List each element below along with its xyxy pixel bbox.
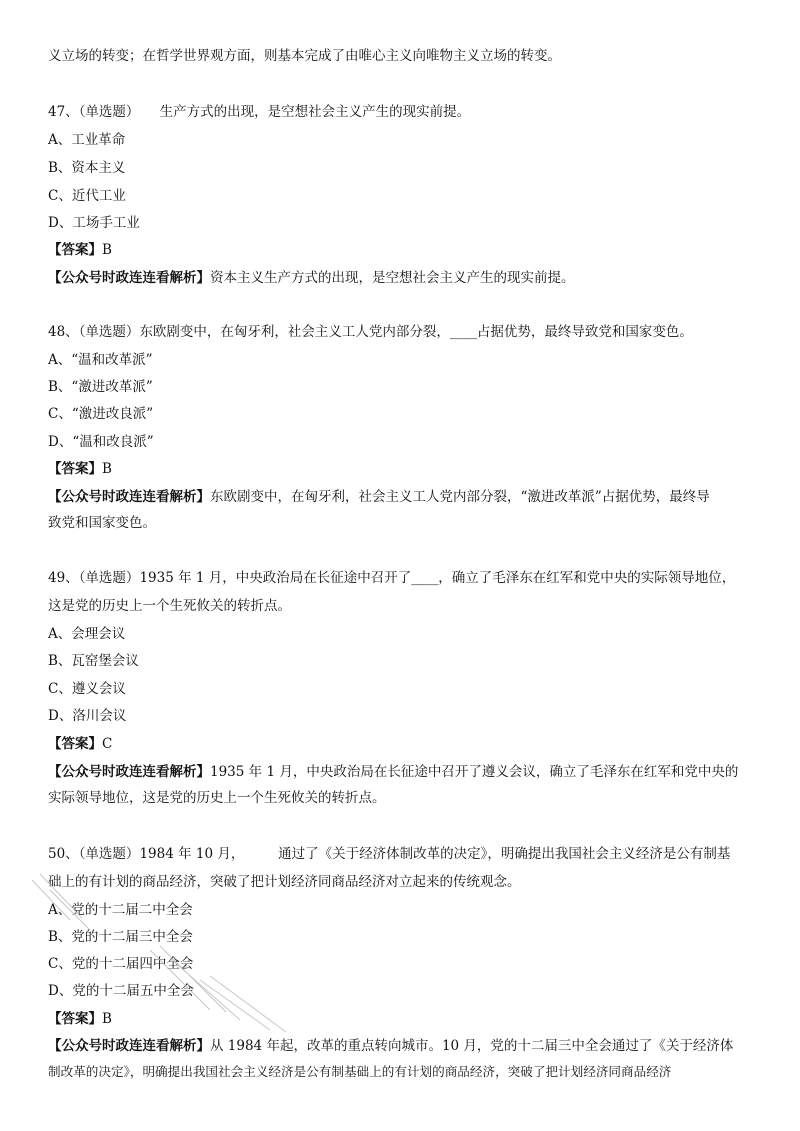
option-a: A、党的十二届二中全会 [48, 902, 193, 918]
answer-label: 【答案】 [48, 242, 102, 258]
answer-value: B [102, 461, 112, 477]
option-b: B、瓦窑堡会议 [48, 653, 139, 669]
option-b: B、党的十二届三中全会 [48, 929, 193, 945]
option-d: D、党的十二届五中全会 [48, 983, 194, 999]
question-stem: 1984 年 10 月， 通过了《关于经济体制改革的决定》，明确提出我国社会主义经济是公有制基 [139, 846, 731, 862]
question-48-stem [48, 322, 693, 342]
question-number: 48、 [48, 324, 79, 340]
option-c: C、“激进改良派” [48, 406, 154, 422]
question-50-stem [48, 844, 730, 864]
question-type: （单选题） [78, 324, 140, 340]
option-a: A、会理会议 [48, 626, 126, 642]
question-stem: 生产方式的出现，是空想社会主义产生的现实前提。 [132, 104, 471, 120]
question-49-stem [48, 568, 735, 588]
analysis-label: 【公众号时政连连看解析】 [48, 489, 210, 505]
option-c: C、遵义会议 [48, 681, 126, 697]
analysis-label: 【公众号时政连连看解析】 [48, 270, 210, 286]
question-number: 47、 [48, 104, 79, 120]
analysis-text: 从 1984 年起，改革的重点转向城市。10 月，党的十二届三中全会通过了《关于经济体 [210, 1038, 734, 1054]
answer-value: B [102, 1011, 112, 1027]
option-d: D、“温和改良派” [48, 434, 154, 450]
analysis-label: 【公众号时政连连看解析】 [48, 764, 210, 780]
analysis-text: 1935 年 1 月，中央政治局在长征途中召开了遵义会议，确立了毛泽东在红军和党中央的 [210, 764, 739, 780]
question-49-stem-cont: 这是党的历史上一个生死攸关的转折点。 [48, 598, 291, 614]
answer-50 [48, 1009, 112, 1029]
answer-value: B [102, 242, 112, 258]
question-stem: 东欧剧变中，在匈牙利，社会主义工人党内部分裂，____占据优势，最终导致党和国家变色。 [139, 324, 693, 340]
question-stem: 1935 年 1 月，中央政治局在长征途中召开了____，确立了毛泽东在红军和党中央的实际领导地位， [139, 570, 736, 586]
question-type: （单选题） [78, 846, 140, 862]
analysis-label: 【公众号时政连连看解析】 [48, 1038, 210, 1054]
question-number: 50、 [48, 846, 79, 862]
option-d: D、洛川会议 [48, 708, 127, 724]
answer-49 [48, 734, 112, 754]
intro-text: 义立场的转变；在哲学世界观方面，则基本完成了由唯心主义向唯物主义立场的转变。 [48, 48, 561, 64]
answer-label: 【答案】 [48, 461, 102, 477]
analysis-text: 资本主义生产方式的出现，是空想社会主义产生的现实前提。 [210, 270, 575, 286]
answer-value: C [102, 736, 113, 752]
option-a: A、“温和改革派” [48, 352, 153, 368]
analysis-48 [48, 487, 710, 507]
analysis-47 [48, 268, 575, 288]
answer-48 [48, 459, 112, 479]
answer-label: 【答案】 [48, 736, 102, 752]
option-a: A、工业革命 [48, 132, 126, 148]
option-b: B、“激进改革派” [48, 379, 153, 395]
question-type: （单选题） [78, 104, 133, 120]
question-47-stem [48, 102, 470, 122]
analysis-50-cont: 制改革的决定》，明确提出我国社会主义经济是公有制基础上的有计划的商品经济，突破了把计划经济同商品经济 [48, 1064, 672, 1079]
question-number: 49、 [48, 570, 79, 586]
option-c: C、党的十二届四中全会 [48, 956, 194, 972]
analysis-49 [48, 762, 738, 782]
answer-label: 【答案】 [48, 1011, 102, 1027]
answer-47 [48, 240, 112, 260]
question-50-stem-cont: 础上的有计划的商品经济，突破了把计划经济同商品经济对立起来的传统观念。 [48, 874, 521, 890]
analysis-50 [48, 1036, 733, 1056]
question-type: （单选题） [78, 570, 140, 586]
option-b: B、资本主义 [48, 160, 126, 176]
analysis-text: 东欧剧变中，在匈牙利，社会主义工人党内部分裂，“激进改革派”占据优势，最终导 [210, 489, 710, 505]
analysis-48-cont: 致党和国家变色。 [48, 515, 156, 531]
option-d: D、工场手工业 [48, 215, 140, 231]
analysis-49-cont: 实际领导地位，这是党的历史上一个生死攸关的转折点。 [48, 790, 386, 806]
option-c: C、近代工业 [48, 188, 126, 204]
